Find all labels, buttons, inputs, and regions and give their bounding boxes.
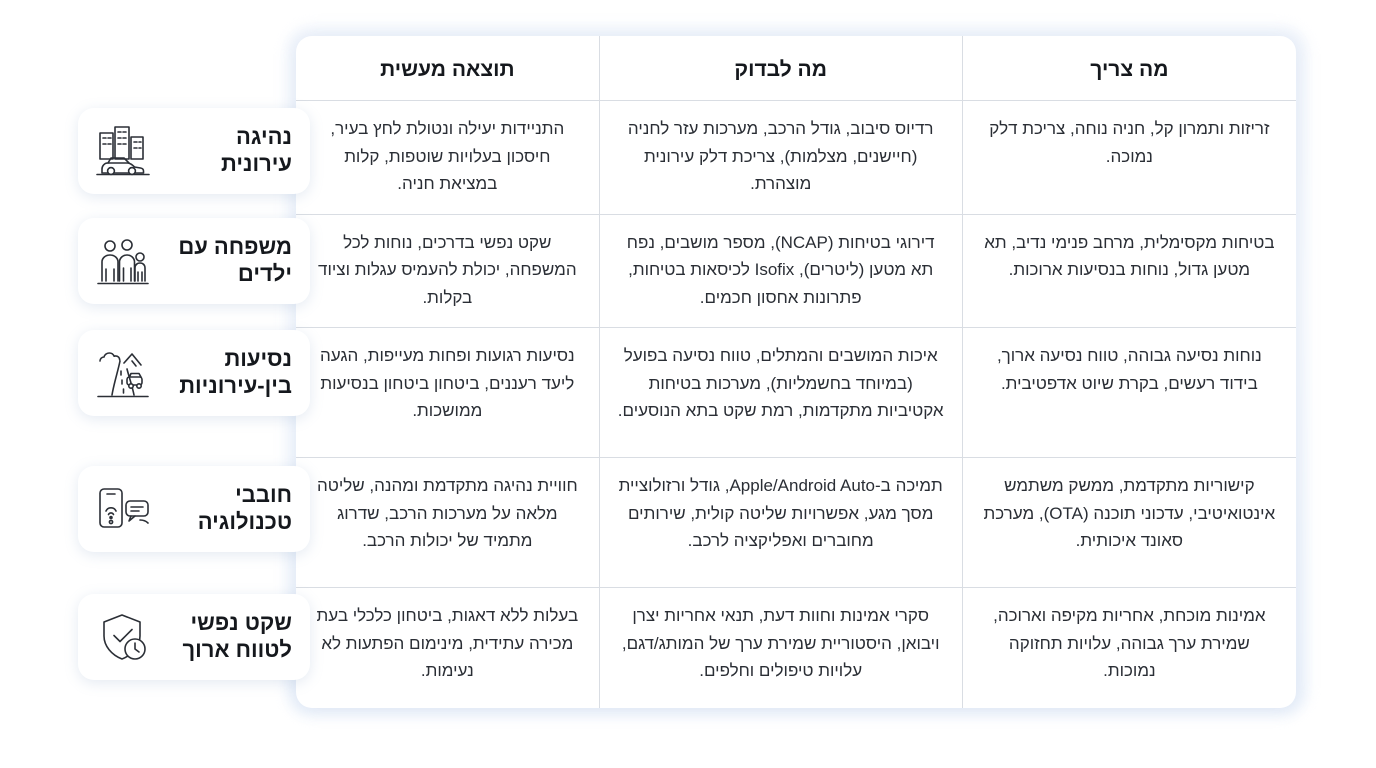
cell-need: קישוריות מתקדמת, ממשק משתמש אינטואיטיבי, עדכוני תוכנה (OTA), מערכת סאונד איכותית. (962, 458, 1296, 588)
table-row (296, 328, 1296, 458)
category-chip-technology (78, 466, 310, 552)
phone-connectivity-icon (92, 480, 154, 538)
table-row (296, 214, 1296, 328)
table-body (296, 101, 1296, 709)
cell-need: אמינות מוכחת, אחריות מקיפה וארוכה, שמירת ערך גבוהה, עלויות תחזוקה נמוכות. (962, 588, 1296, 708)
cell-check: רדיוס סיבוב, גודל הרכב, מערכות עזר לחניה (חיישנים, מצלמות), צריכת דלק עירונית מוצהרת. (599, 101, 962, 215)
cell-need: זריזות ותמרון קל, חניה נוחה, צריכת דלק נמוכה. (962, 101, 1296, 215)
shield-clock-icon (92, 608, 154, 666)
cell-check: דירוגי בטיחות (NCAP), מספר מושבים, נפח תא מטען (ליטרים), Isofix לכיסאות בטיחות, פתרונות אחסון חכמים. (599, 214, 962, 328)
category-label: נהיגה עירונית (220, 124, 292, 176)
category-label: משפחה עם ילדים (178, 234, 292, 286)
family-icon (92, 232, 154, 290)
category-chip-family (78, 218, 310, 304)
table-header-row (296, 36, 1296, 101)
highway-icon (92, 344, 154, 402)
comparison-table (296, 36, 1296, 708)
cell-outcome: בעלות ללא דאגות, ביטחון כלכלי בעת מכירה עתידית, מינימום הפתעות לא נעימות. (316, 606, 579, 681)
cell-need: בטיחות מקסימלית, מרחב פנימי נדיב, תא מטען גדול, נוחות בנסיעות ארוכות. (962, 214, 1296, 328)
category-label: חובבי טכנולוגיה (197, 482, 292, 534)
cell-check: סקרי אמינות וחוות דעת, תנאי אחריות יצרן ויבואן, היסטוריית שמירת ערך של המותג/דגם, עלויות טיפולים וחלפים. (599, 588, 962, 708)
comparison-table-card (296, 36, 1296, 708)
cell-outcome: התניידות יעילה ונטולת לחץ בעיר, חיסכון בעלויות שוטפות, קלות במציאת חניה. (296, 101, 599, 215)
column-header-check: מה לבדוק (599, 36, 962, 101)
cell-outcome: נסיעות רגועות ופחות מעייפות, הגעה ליעד רעננים, ביטחון ביטחון בנסיעות ממושכות. (296, 328, 599, 458)
column-header-outcome: תוצאה מעשית (296, 36, 599, 101)
table-row (296, 458, 1296, 588)
table-row (296, 588, 1296, 708)
category-label: שקט נפשי לטווח ארוך (182, 610, 292, 662)
cell-need: נוחות נסיעה גבוהה, טווח נסיעה ארוך, בידוד רעשים, בקרת שיוט אדפטיבית. (962, 328, 1296, 458)
category-chip-long-term-peace (78, 594, 310, 680)
cell-check: איכות המושבים והמתלים, טווח נסיעה בפועל (במיוחד בחשמליות), מערכות בטיחות אקטיביות מתקדמות, רמת שקט בתא הנוסעים. (599, 328, 962, 458)
category-chip-intercity (78, 330, 310, 416)
table-row (296, 101, 1296, 215)
cell-outcome: חוויית נהיגה מתקדמת ומהנה, שליטה מלאה על מערכות הרכב, שדרוג מתמיד של יכולות הרכב. (296, 458, 599, 588)
column-header-need: מה צריך (962, 36, 1296, 101)
city-car-icon (92, 122, 154, 180)
table-head (296, 36, 1296, 101)
category-chip-urban-driving (78, 108, 310, 194)
cell-check: תמיכה ב-Apple/Android Auto, גודל ורזולוציית מסך מגע, אפשרויות שליטה קולית, שירותים מחוברים ואפליקציה לרכב. (599, 458, 962, 588)
category-label: נסיעות בין-עירוניות (179, 346, 292, 398)
cell-outcome: שקט נפשי בדרכים, נוחות לכל המשפחה, יכולת להעמיס עגלות וציוד בקלות. (296, 214, 599, 328)
